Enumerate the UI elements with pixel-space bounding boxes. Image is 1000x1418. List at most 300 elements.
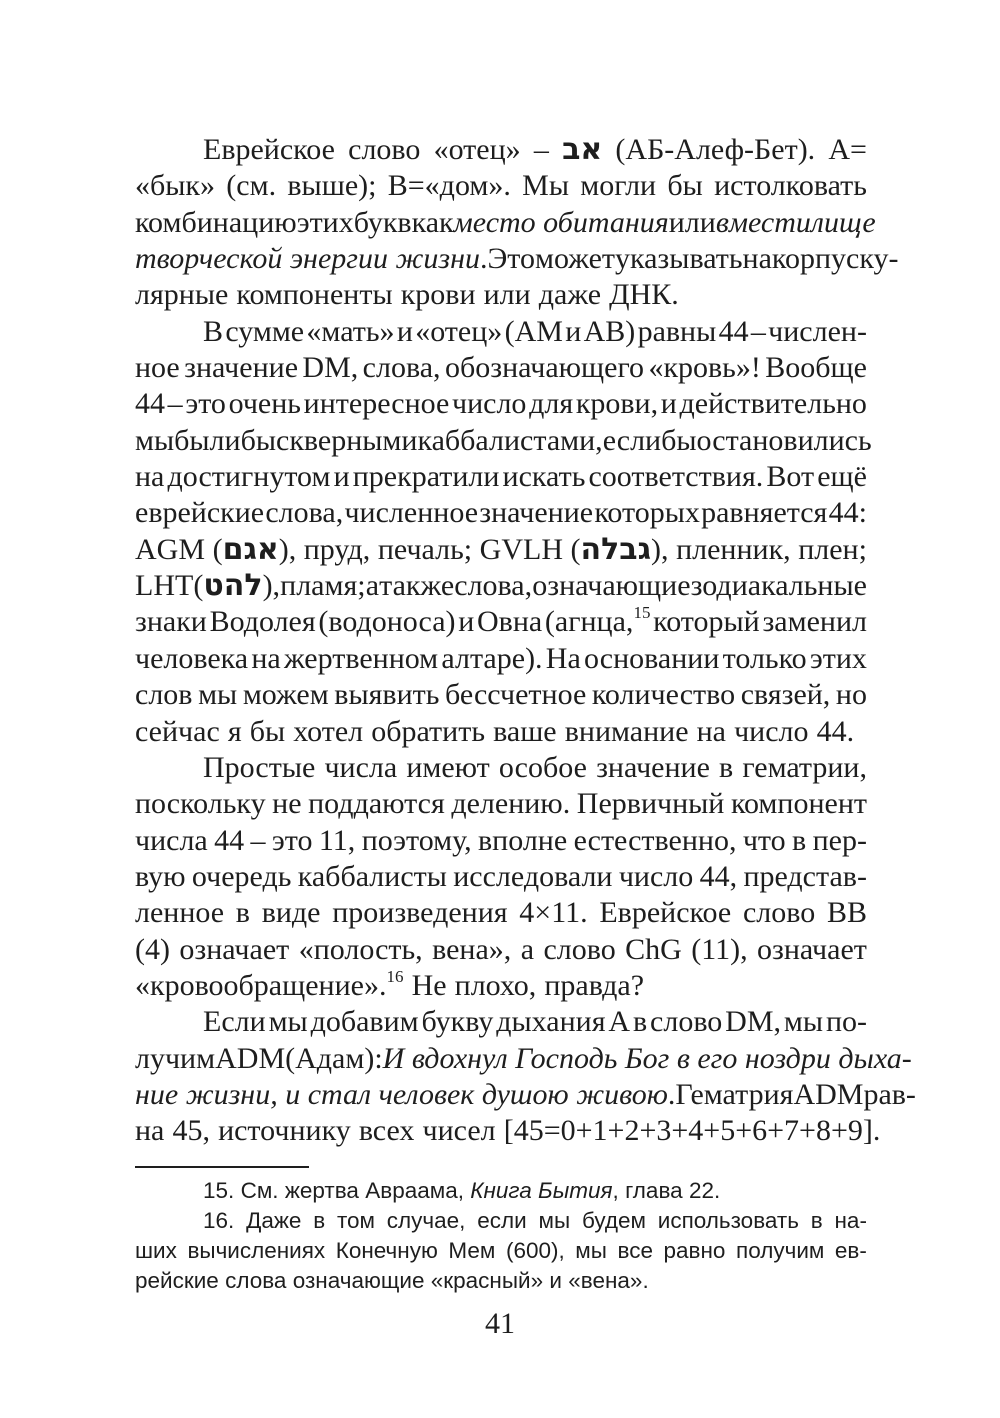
word: числа <box>135 823 208 857</box>
word: «кровь»! <box>648 351 761 385</box>
word: источнику <box>218 1114 351 1148</box>
word: Овна <box>476 605 543 639</box>
word: Вообще <box>765 351 867 385</box>
word: выявить <box>334 678 440 712</box>
text-line <box>135 1206 867 1236</box>
word: компонент <box>730 787 867 821</box>
text-line <box>135 241 899 277</box>
word: ChG <box>625 932 682 966</box>
word: рав- <box>863 1077 916 1111</box>
word: пленник, <box>676 532 791 566</box>
word: мы <box>135 423 175 457</box>
word: бы <box>240 423 277 457</box>
word: выше); <box>287 169 377 203</box>
word: (Адам): <box>285 1041 383 1075</box>
word: получим <box>736 1238 825 1263</box>
word: как <box>411 205 454 239</box>
text-line <box>135 277 867 313</box>
word: и <box>549 1268 562 1293</box>
word: по- <box>825 1005 867 1039</box>
word: Не <box>411 968 447 1002</box>
word: ленное <box>135 896 225 930</box>
word: AB) <box>583 314 636 348</box>
word: том <box>336 1208 375 1233</box>
word: чисел <box>422 1114 496 1148</box>
word: На <box>545 641 581 675</box>
word: которых <box>594 496 700 530</box>
word: только <box>722 641 807 675</box>
word: сейчас <box>135 714 220 748</box>
text-line <box>135 677 867 713</box>
word: – <box>250 823 266 857</box>
word: естественно, <box>573 823 737 857</box>
word: глава <box>625 1178 683 1203</box>
word: вую <box>135 859 186 893</box>
word: (АБ-Алеф-Бет). <box>615 133 816 166</box>
word: мы <box>538 1208 571 1233</box>
word: Вот <box>766 460 815 494</box>
word: бы <box>661 423 697 457</box>
word: значение <box>479 496 594 530</box>
text-line <box>135 895 867 931</box>
word: который <box>653 605 760 639</box>
word: рейские <box>135 1268 219 1293</box>
word: 44, <box>699 859 738 893</box>
text-line <box>135 823 867 859</box>
text-line <box>135 786 867 822</box>
word: не <box>272 787 302 821</box>
text-line <box>135 205 876 241</box>
word: на <box>742 242 772 276</box>
word: мы <box>575 1238 607 1263</box>
word: каббалисты <box>297 859 447 893</box>
page-number: 41 <box>485 1307 515 1340</box>
word: крови, <box>575 387 659 421</box>
word: 22. <box>688 1178 721 1203</box>
word: количество <box>591 678 736 712</box>
word: это <box>185 387 226 421</box>
text-line <box>135 932 867 968</box>
word: слова <box>225 1268 287 1293</box>
word: численное <box>344 496 479 530</box>
footnotes <box>135 1176 867 1296</box>
word: ADM <box>793 1077 864 1111</box>
word: ещё <box>817 460 867 494</box>
text-line <box>135 859 867 895</box>
word: «кровообращение».$^{16}$ <box>135 966 404 1002</box>
text-line <box>135 604 867 640</box>
word: обозначающего <box>444 351 645 385</box>
word: слова, <box>265 496 344 530</box>
word: слово <box>543 932 616 966</box>
word: (גבלה), <box>570 531 669 567</box>
word: «красный» <box>430 1268 544 1293</box>
word: «отец» <box>433 133 521 166</box>
word: на <box>696 714 726 748</box>
word: ADM <box>215 1041 286 1075</box>
word: DM, <box>725 1005 782 1039</box>
word <box>562 132 602 168</box>
word: мы <box>198 678 238 712</box>
paragraph-4 <box>135 1004 916 1149</box>
word: добавим <box>310 1005 419 1039</box>
word: число <box>451 387 527 421</box>
word: если <box>602 423 662 457</box>
text-line <box>135 641 867 677</box>
word: скверными <box>276 423 418 457</box>
text-line <box>135 532 867 568</box>
word: мы <box>783 1005 824 1039</box>
hebrew-word: להט <box>203 568 263 604</box>
word: 44 <box>135 387 165 421</box>
word: (агнца,$^{15}$ <box>544 603 651 639</box>
word <box>383 1041 912 1077</box>
word: Если <box>203 1005 266 1039</box>
word: связей, <box>740 678 831 712</box>
word: [45=0+1+2+3+4+5+6+7+8+9]. <box>503 1114 881 1148</box>
word: 45, <box>172 1114 210 1148</box>
word: заменил <box>762 605 867 639</box>
text-line <box>135 1077 916 1113</box>
word: я <box>227 714 242 748</box>
word: и <box>458 605 475 639</box>
word: или <box>668 205 716 239</box>
text-line <box>135 386 867 422</box>
word: слова, <box>454 569 533 603</box>
word: См. <box>240 1178 279 1203</box>
word: но <box>835 678 867 712</box>
word: основании <box>584 641 720 675</box>
footnote-separator <box>135 1166 309 1168</box>
word: жертва <box>284 1178 359 1203</box>
italic-text: творческой энергии жизни <box>135 242 480 276</box>
word: ваше <box>493 714 557 748</box>
word: всех <box>358 1114 415 1148</box>
word: в <box>719 750 734 784</box>
word: и <box>333 460 350 494</box>
text-line <box>135 350 867 386</box>
word: Конечную <box>335 1238 438 1263</box>
word: знаки <box>135 605 207 639</box>
word: обратить <box>371 714 486 748</box>
word: Гематрия <box>675 1077 794 1111</box>
word: 11, <box>318 823 356 857</box>
hebrew-word: אגם <box>222 531 279 567</box>
italic-text: место обитания <box>453 205 669 239</box>
word: означающие <box>292 1268 425 1293</box>
word: на <box>251 641 281 675</box>
word: поддаются <box>308 787 445 821</box>
word: слова, <box>362 351 441 385</box>
word: означает <box>757 932 867 966</box>
word: комбинацию <box>135 205 297 239</box>
word: сумме <box>225 314 305 348</box>
word: будем <box>581 1208 646 1233</box>
word: еврейские <box>135 496 265 530</box>
word: на- <box>834 1208 867 1233</box>
word: ДНК. <box>609 278 679 312</box>
word: (11), <box>691 932 748 966</box>
main-text <box>135 132 916 1150</box>
word: правда? <box>544 968 645 1002</box>
word: слово <box>742 896 816 930</box>
word: (см. <box>226 169 277 203</box>
word: 44. <box>816 714 855 748</box>
text-line <box>135 168 867 204</box>
word: означает <box>179 932 290 966</box>
word: ших <box>135 1238 177 1263</box>
word: делению. <box>451 787 571 821</box>
word: это <box>271 823 313 857</box>
word: корпуску- <box>771 242 899 276</box>
text-line <box>135 714 867 750</box>
word: – <box>750 314 766 348</box>
word: GVLH <box>479 532 563 566</box>
word: можем <box>242 678 329 712</box>
word: жертвенном <box>283 641 439 675</box>
word: (להט), <box>193 568 281 604</box>
text-line <box>135 1004 867 1040</box>
footnote-15 <box>135 1176 867 1206</box>
word: «бык» <box>135 169 215 203</box>
word: 44 <box>718 314 749 348</box>
word: в <box>632 1005 648 1039</box>
paragraph-3 <box>135 750 867 1004</box>
word: «мать» <box>306 314 395 348</box>
word: В=«дом». <box>387 169 511 203</box>
text-line <box>135 314 867 350</box>
word: AGM <box>135 532 206 566</box>
text-line <box>135 1176 867 1206</box>
word: равны <box>637 314 717 348</box>
word: произведения <box>332 896 508 930</box>
word: А= <box>828 133 867 166</box>
word: Даже <box>246 1208 302 1233</box>
word: поэтому, <box>361 823 472 857</box>
text-line <box>135 423 872 459</box>
word: может <box>535 242 615 276</box>
word: представ- <box>743 859 867 893</box>
word: означающие <box>532 569 691 603</box>
word: Мем <box>448 1238 496 1263</box>
word: в <box>792 823 807 857</box>
word: указывать <box>615 242 743 276</box>
word: Это <box>487 242 535 276</box>
italic-text: Книга Бытия <box>470 1178 613 1203</box>
footnote-16 <box>135 1206 867 1296</box>
word: и <box>660 387 677 421</box>
word: число <box>618 859 694 893</box>
word: В <box>203 314 224 348</box>
word: на <box>135 1114 165 1148</box>
word: букв <box>353 205 412 239</box>
hebrew-word: אב <box>562 132 603 167</box>
word: в <box>313 1208 326 1233</box>
word: очередь <box>191 859 292 893</box>
word: остановились <box>696 423 872 457</box>
text-line <box>135 1266 867 1296</box>
text-line <box>135 459 867 495</box>
word: а <box>520 932 535 966</box>
word: и <box>565 314 582 348</box>
word: LHT <box>135 569 194 603</box>
word: 15. <box>203 1178 235 1203</box>
word: интересное <box>303 387 450 421</box>
word: плохо, <box>454 968 537 1002</box>
word: ное <box>135 351 180 385</box>
word: внимание <box>564 714 689 748</box>
word: слово <box>650 1005 723 1039</box>
word: истолковать <box>714 169 867 203</box>
italic-text: вместилище <box>715 205 876 239</box>
text-line <box>135 750 867 786</box>
paragraph-1 <box>135 132 899 314</box>
word: использовать <box>657 1208 799 1233</box>
word: пруд, <box>303 532 371 566</box>
word: «отец» <box>415 314 503 348</box>
word: прекратили <box>352 460 500 494</box>
word: в <box>810 1208 823 1233</box>
word: все <box>617 1238 653 1263</box>
word <box>716 205 876 241</box>
word: Еврейское <box>203 133 335 166</box>
word: на <box>135 460 165 494</box>
word: (אגם), <box>212 531 297 567</box>
word: «полость, <box>298 932 423 966</box>
word: дыхания <box>496 1005 606 1039</box>
word: Первичный <box>576 787 725 821</box>
word: этих <box>809 641 867 675</box>
word: а <box>365 569 380 603</box>
word: (AM <box>504 314 563 348</box>
word: бы <box>249 714 286 748</box>
word: каббалистами, <box>417 423 603 457</box>
word: числа <box>324 750 398 784</box>
word: слово <box>348 133 421 166</box>
word: гематрии, <box>742 750 867 784</box>
word: случае, <box>386 1208 466 1233</box>
word: виде <box>261 896 321 930</box>
word: Книга Бытия, <box>470 1178 619 1203</box>
word: (600), <box>505 1238 565 1263</box>
text-line <box>135 1113 881 1149</box>
footnote-ref: 15 <box>633 603 651 623</box>
paragraph-2 <box>135 314 872 750</box>
word: и <box>396 314 413 348</box>
word: Мы <box>522 169 569 203</box>
word: Водолея <box>209 605 316 639</box>
word: исследовали <box>453 859 613 893</box>
word: бы <box>667 169 703 203</box>
word: соответствия. <box>588 460 764 494</box>
word: в <box>235 896 250 930</box>
word: творческой энергии жизни. <box>135 242 488 276</box>
text-line <box>135 1236 867 1266</box>
word: лучим <box>135 1041 216 1075</box>
word: ние жизни, и стал человек душою живою. <box>135 1077 676 1111</box>
word: вена», <box>432 932 512 966</box>
text-line <box>135 568 867 604</box>
text-line <box>135 968 867 1004</box>
word: слов <box>135 678 193 712</box>
word: бессчетное <box>445 678 587 712</box>
word: равно <box>663 1238 726 1263</box>
word: пламя; <box>280 569 366 603</box>
word: особое <box>498 750 587 784</box>
word: Авраама, <box>365 1178 464 1203</box>
word: 16. <box>203 1208 235 1233</box>
word: 4×11. <box>519 896 588 930</box>
word: даже <box>538 278 602 312</box>
word: BB <box>826 896 867 930</box>
word: достигнутом <box>167 460 331 494</box>
word: плен; <box>798 532 867 566</box>
word: алтаре). <box>441 641 543 675</box>
word: равняется <box>701 496 828 530</box>
word: искать <box>502 460 586 494</box>
word: этих <box>296 205 354 239</box>
word: – <box>533 133 549 166</box>
word: DM, <box>302 351 359 385</box>
word: могли <box>580 169 657 203</box>
text-line <box>135 132 867 168</box>
word: имеют <box>406 750 490 784</box>
word: крови <box>400 278 476 312</box>
word: печаль; <box>377 532 473 566</box>
word: хотел <box>293 714 364 748</box>
word: если <box>477 1208 527 1233</box>
word: были <box>174 423 241 457</box>
word: человека <box>135 641 249 675</box>
word: также <box>379 569 455 603</box>
word: 44: <box>828 496 867 530</box>
word: значение <box>596 750 710 784</box>
word <box>454 205 669 241</box>
word: (4) <box>135 932 170 966</box>
word: 44 <box>214 823 245 857</box>
word: значение <box>184 351 299 385</box>
word: «вена». <box>568 1268 649 1293</box>
word: зодиакальные <box>690 569 867 603</box>
word: – <box>167 387 183 421</box>
word: Еврейское <box>599 896 732 930</box>
text-line <box>135 1041 912 1077</box>
word: что <box>742 823 786 857</box>
word: лярные <box>135 278 229 312</box>
word: числен- <box>768 314 867 348</box>
word: вполне <box>478 823 568 857</box>
word: (водоноса) <box>318 605 456 639</box>
word: A <box>608 1005 631 1039</box>
word: букву <box>421 1005 494 1039</box>
word: мы <box>268 1005 308 1039</box>
word: Простые <box>203 750 316 784</box>
text-line <box>135 495 867 531</box>
word: число <box>734 714 809 748</box>
word: очень <box>228 387 301 421</box>
word: или <box>483 278 531 312</box>
word: поскольку <box>135 787 266 821</box>
hebrew-word: גבלה <box>580 531 652 567</box>
word: компоненты <box>236 278 393 312</box>
word: пер- <box>812 823 867 857</box>
italic-text: ние жизни, и стал человек душою живою <box>135 1077 668 1111</box>
word: для <box>529 387 574 421</box>
word: вычислениях <box>187 1238 326 1263</box>
word: ев- <box>834 1238 867 1263</box>
word: действительно <box>679 387 867 421</box>
footnote-ref: 16 <box>386 966 404 986</box>
